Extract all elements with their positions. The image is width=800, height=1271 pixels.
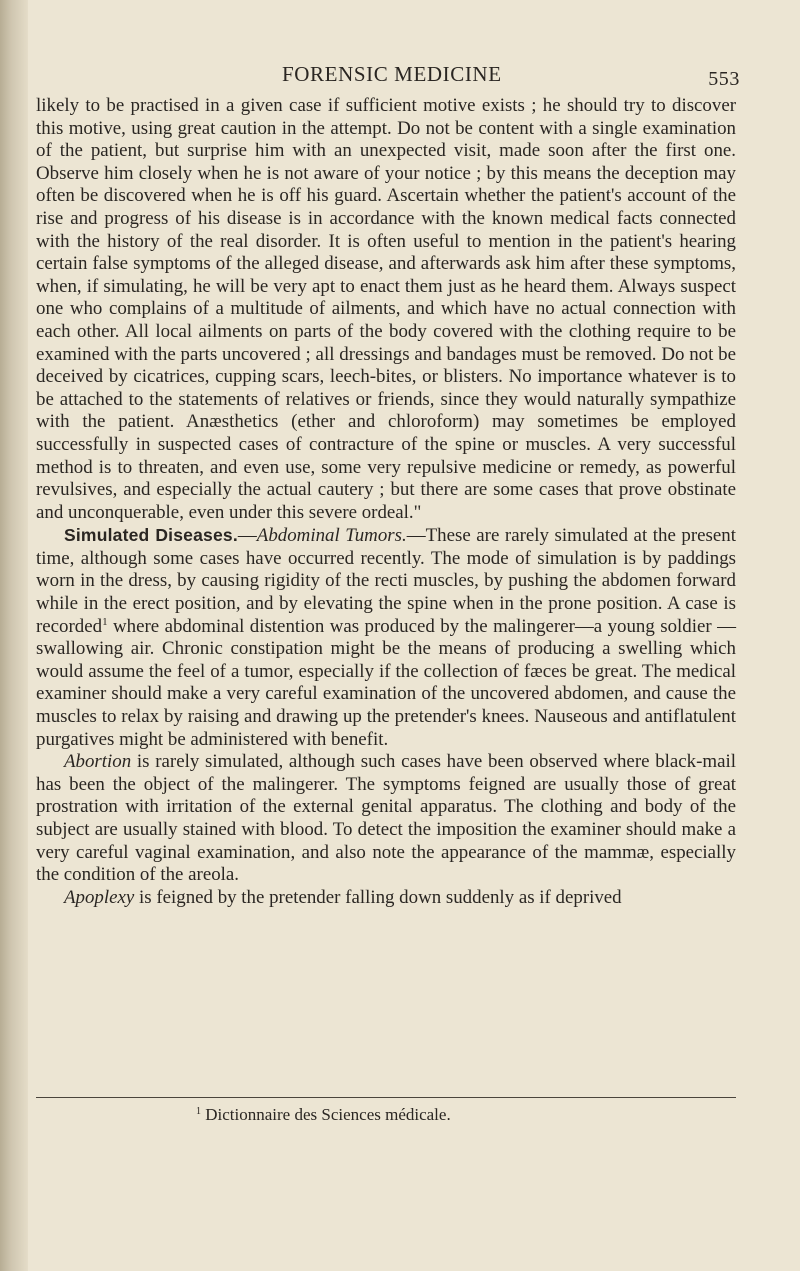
- paragraph-abortion: [36, 751, 736, 887]
- paragraph-text: likely to be practised in a given case if sufficient motive exists ; he should try to discover this motive, using great caution in the attempt. Do not be content with a single examination of the patient, but surprise him with an unexpected visit, made soon after the first one. Observe him closely when he is not aware of your notice ; by this means the deception may often be discovered when he is off his guard. Ascertain whether the patient's account of the rise and progress of his disease is in accordance with the known medical facts connected with the history of the real disorder. It is often useful to mention in the patient's hearing certain false symptoms of the alleged disease, and afterwards ask him after these symptoms, when, if simulating, he will be very apt to enact them just as he heard them. Always suspect one who complains of a multitude of ailments, and which have no actual connection with each other. All local ailments on parts of the body covered with the clothing require to be examined with the parts uncovered ; all dressings and bandages must be removed. Do not be deceived by cicatrices, cupping scars, leech-bites, or blisters. No importance whatever is to be attached to the statements of relatives or friends, since they would naturally sympathize with the patient. Anæsthetics (ether and chloroform) may sometimes be employed successfully in suspected cases of contracture of the spine or muscles. A very successful method is to threaten, and even use, some very repulsive medicine or remedy, as powerful revulsives, and especially the actual cautery ; but there are some cases that prove obstinate and unconquerable, even under this severe ordeal.": [36, 95, 736, 523]
- footnote-divider: [36, 1097, 736, 1098]
- running-title: FORENSIC MEDICINE: [282, 62, 502, 86]
- footnote-reference: 1: [102, 615, 108, 628]
- paragraph-apoplexy: [36, 887, 736, 910]
- paragraph-text: —These are rarely simulated at the present time, although some cases have occurred recently. The mode of simulation is by paddings worn in the dress, by causing rigidity of the recti muscles, by pushing the abdomen forward while in the erect position, and by elevating the spine when in the prone position. A case is recorded: [36, 525, 736, 637]
- subsection-heading: Abdominal Tumors.: [256, 525, 407, 547]
- section-heading: Simulated Diseases.: [64, 525, 238, 546]
- body-text: [36, 95, 736, 909]
- paragraph-text-continued: where abdominal distention was produced by the malingerer—a young soldier —swallowing air. Chronic constipation might be the means of producing a swelling which would assume the feel of a tumor, especially if the collection of fæces be great. The medical examiner should make a very careful examination of the uncovered abdomen, and cause the muscles to relax by raising and drawing up the pretender's knees. Nauseous and antiflatulent purgatives might be administered with benefit.: [36, 615, 736, 750]
- heading-dash: —: [237, 525, 257, 547]
- page-number: 553: [708, 68, 740, 90]
- paragraph-malingering-detection: [36, 95, 736, 524]
- term-abortion: Abortion: [64, 751, 132, 773]
- term-apoplexy: Apoplexy: [64, 886, 135, 908]
- running-head: [60, 62, 740, 92]
- footnote-text: Dictionnaire des Sciences médicale.: [201, 1105, 451, 1124]
- paragraph-text: is feigned by the pretender falling down suddenly as if deprived: [134, 886, 622, 908]
- footnote: [196, 1105, 451, 1125]
- footnote-marker: 1: [196, 1106, 201, 1117]
- paragraph-text: is rarely simulated, although such cases have been observed where black-mail has been the object of the malingerer. The symptoms feigned are usually those of great prostration with irritation of the external genital apparatus. The clothing and body of the subject are usually stained with blood. To detect the imposition the examiner should make a very careful vaginal examination, and also note the appearance of the mammæ, especially the condition of the areola.: [36, 751, 736, 886]
- paragraph-simulated-diseases: [36, 524, 736, 751]
